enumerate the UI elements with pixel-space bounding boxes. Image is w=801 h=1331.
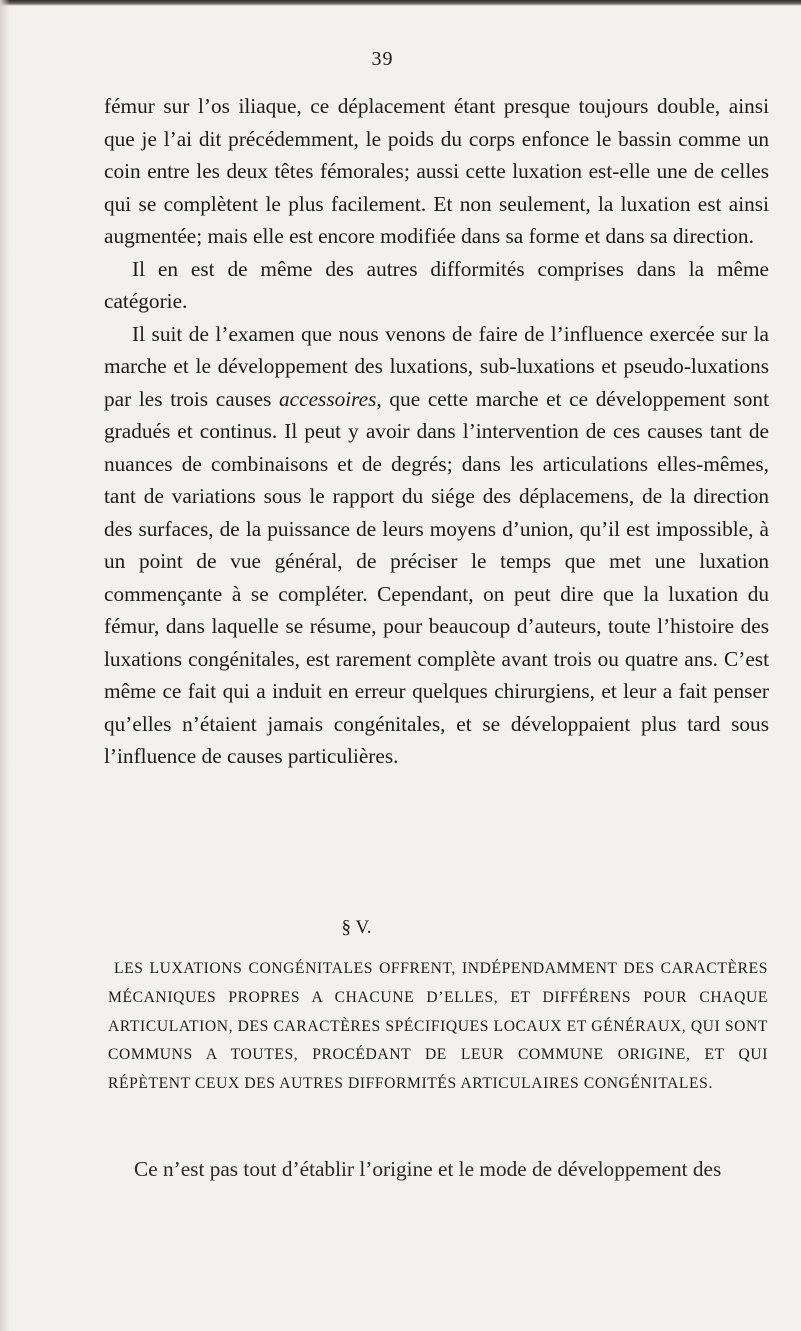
emphasis-accessoires: accessoires bbox=[279, 386, 377, 411]
section-heading: § V. bbox=[341, 917, 372, 938]
section-summary: LES LUXATIONS CONGÉNITALES OFFRENT, INDÉPENDAMMENT DES CARACTÈRES MÉCANIQUES PROPRES A CHACUNE D’ELLES, ET DIFFÉRENS POUR CHAQUE ARTICULATION, DES CARACTÈRES SPÉCIFIQUES LOCAUX ET GÉNÉRAUX, QUI SONT COMMUNS A TOUTES, PROCÉDANT DE LEUR COMMUNE ORIGINE, ET QUI RÉPÈTENT CEUX DES AUTRES DIFFORMITÉS ARTICULAIRES CONGÉNITALES. bbox=[108, 960, 768, 1093]
scan-top-edge bbox=[0, 0, 801, 6]
page-number: 39 bbox=[371, 48, 394, 70]
paragraph-conclusion-start: Il suit de l’examen que nous venons de faire de l’influence exercée sur la marche et le développement des luxations, sub-luxations et pseudo-luxations par les trois causes bbox=[104, 321, 769, 411]
paragraph-continuation: fémur sur l’os iliaque, ce déplacement étant presque toujours double, ainsi que je l’ai dit précédemment, le poids du corps enfonce le bassin comme un coin entre les deux têtes fémorales; aussi cette luxation est-elle une de celles qui se complètent le plus facilement. Et non seulement, la luxation est ainsi augmentée; mais elle est encore modifiée dans sa forme et dans sa direction. bbox=[104, 94, 769, 248]
scan-left-edge bbox=[0, 0, 10, 1331]
main-text bbox=[104, 90, 769, 773]
paragraph-conclusion-end: , que cette marche et ce développement sont gradués et continus. Il peut y avoir dans l’intervention de ces causes tant de nuances de combinaisons et de degrés; dans les articulations elles-mêmes, tant de variations sous le rapport du siége des déplacemens, de la direction des surfaces, de la puissance de leurs moyens d’union, qu’il est impossible, à un point de vue général, de préciser le temps que met une luxation commençante à se compléter. Cependant, on peut dire que la luxation du fémur, dans laquelle se résume, pour beaucoup d’auteurs, toute l’histoire des luxations congénitales, est rarement complète avant trois ou quatre ans. C’est même ce fait qui a induit en erreur quelques chirurgiens, et leur a fait penser qu’elles n’étaient jamais congénitales, et se développaient plus tard sous l’influence de causes particulières. bbox=[104, 386, 770, 768]
paragraph-conclusion bbox=[104, 318, 769, 773]
closing-line: Ce n’est pas tout d’établir l’origine et le mode de développement des bbox=[134, 1157, 722, 1181]
paragraph-same-category: Il en est de même des autres difformités comprises dans la même catégorie. bbox=[104, 256, 769, 313]
